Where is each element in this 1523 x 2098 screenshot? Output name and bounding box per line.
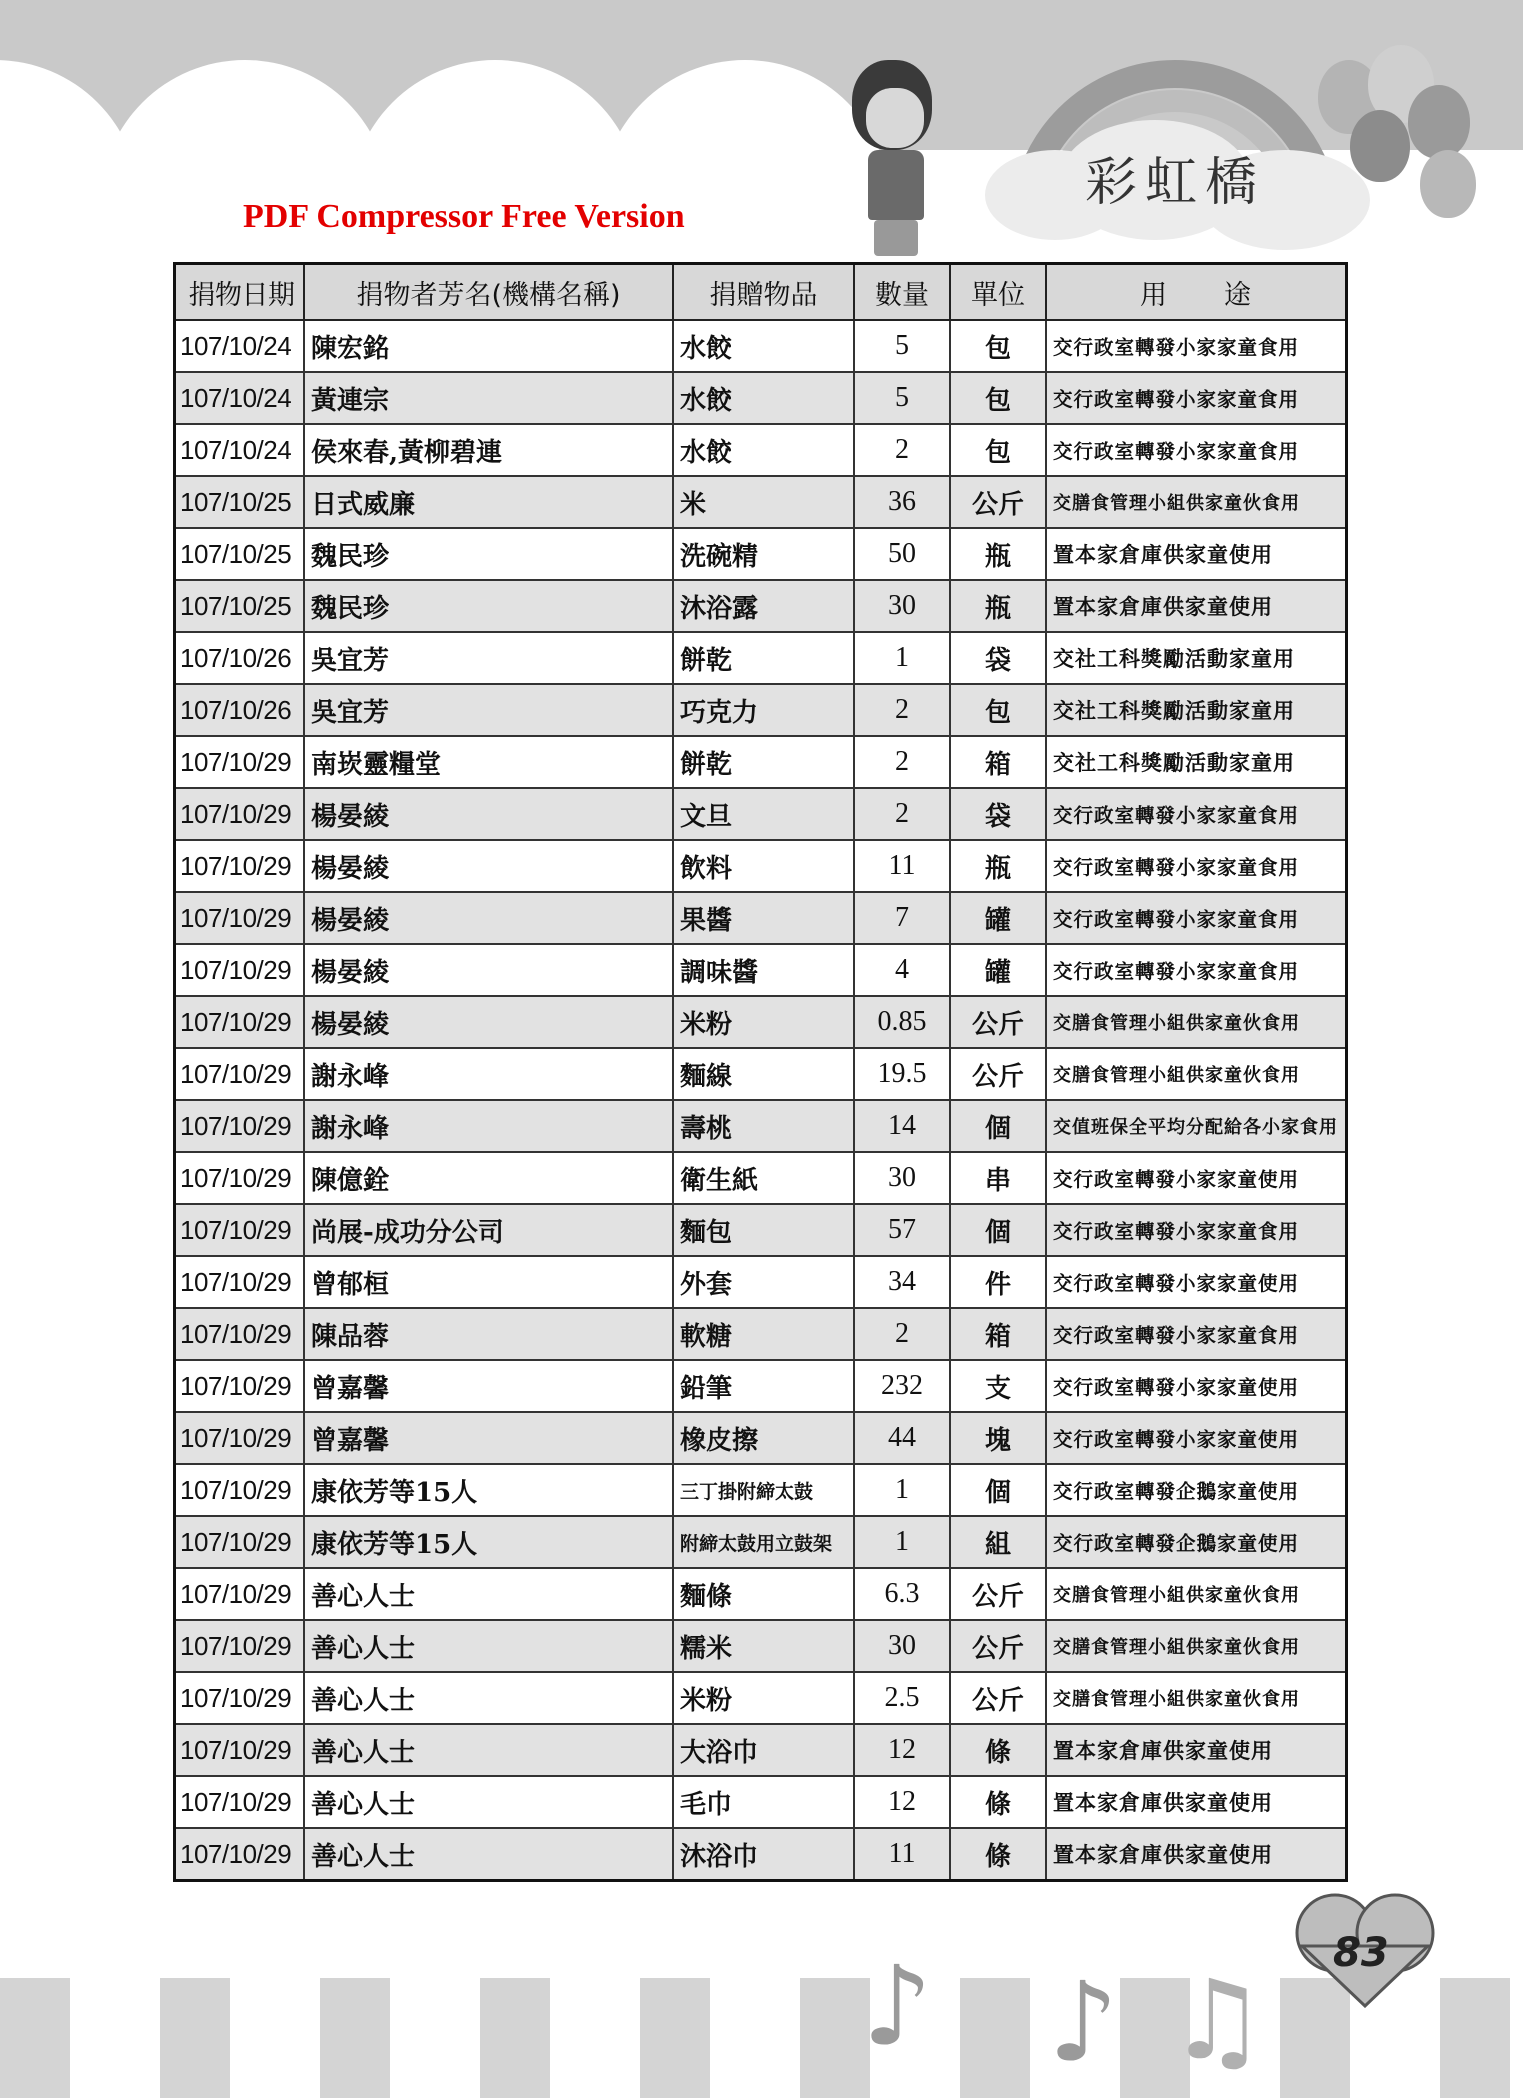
cell-purpose: 交膳食管理小組供家童伙食用 — [1046, 476, 1347, 528]
table-row — [175, 840, 1347, 892]
cell-purpose: 交行政室轉發小家家童食用 — [1046, 372, 1347, 424]
cell-item: 洗碗精 — [673, 528, 854, 580]
cell-unit: 袋 — [950, 632, 1046, 684]
cell-date: 107/10/29 — [175, 1256, 305, 1308]
cell-quantity: 2 — [854, 736, 950, 788]
cell-quantity: 1 — [854, 632, 950, 684]
cell-item: 米粉 — [673, 996, 854, 1048]
cell-date: 107/10/29 — [175, 1412, 305, 1464]
header-quantity: 數量 — [854, 264, 950, 321]
cell-quantity: 5 — [854, 372, 950, 424]
table-row — [175, 1100, 1347, 1152]
cell-quantity: 50 — [854, 528, 950, 580]
balloon-graphic — [1350, 110, 1410, 182]
cell-quantity: 2 — [854, 1308, 950, 1360]
cell-purpose: 交行政室轉發小家家童食用 — [1046, 788, 1347, 840]
cell-unit: 支 — [950, 1360, 1046, 1412]
cell-unit: 公斤 — [950, 1568, 1046, 1620]
cell-date: 107/10/29 — [175, 788, 305, 840]
table-row — [175, 476, 1347, 528]
cell-date: 107/10/26 — [175, 684, 305, 736]
cell-unit: 個 — [950, 1464, 1046, 1516]
cell-purpose: 交膳食管理小組供家童伙食用 — [1046, 1568, 1347, 1620]
cell-item: 外套 — [673, 1256, 854, 1308]
header-unit: 單位 — [950, 264, 1046, 321]
cell-quantity: 4 — [854, 944, 950, 996]
cell-date: 107/10/25 — [175, 528, 305, 580]
cell-date: 107/10/29 — [175, 1100, 305, 1152]
cell-purpose: 交膳食管理小組供家童伙食用 — [1046, 1620, 1347, 1672]
cell-purpose: 交行政室轉發小家家童使用 — [1046, 1152, 1347, 1204]
table-row — [175, 1308, 1347, 1360]
cell-date: 107/10/25 — [175, 580, 305, 632]
cell-date: 107/10/25 — [175, 476, 305, 528]
cell-item: 調味醬 — [673, 944, 854, 996]
cell-unit: 條 — [950, 1724, 1046, 1776]
cell-unit: 塊 — [950, 1412, 1046, 1464]
cell-donor: 善心人士 — [304, 1724, 673, 1776]
table-row — [175, 1620, 1347, 1672]
cell-date: 107/10/29 — [175, 1568, 305, 1620]
cell-item: 糯米 — [673, 1620, 854, 1672]
cell-donor: 善心人士 — [304, 1776, 673, 1828]
cell-item: 壽桃 — [673, 1100, 854, 1152]
cell-quantity: 12 — [854, 1724, 950, 1776]
cell-purpose: 交行政室轉發小家家童使用 — [1046, 1256, 1347, 1308]
cell-date: 107/10/29 — [175, 736, 305, 788]
cell-unit: 包 — [950, 320, 1046, 372]
cell-donor: 善心人士 — [304, 1620, 673, 1672]
cell-donor: 善心人士 — [304, 1568, 673, 1620]
cell-purpose: 交行政室轉發小家家童食用 — [1046, 892, 1347, 944]
table-header-row — [175, 264, 1347, 321]
cell-unit: 包 — [950, 372, 1046, 424]
cell-quantity: 12 — [854, 1776, 950, 1828]
cell-purpose: 交值班保全平均分配給各小家食用 — [1046, 1100, 1347, 1152]
cell-date: 107/10/29 — [175, 944, 305, 996]
table-row — [175, 1360, 1347, 1412]
cell-donor: 康依芳等15人 — [304, 1464, 673, 1516]
cell-quantity: 5 — [854, 320, 950, 372]
cell-purpose: 交行政室轉發小家家童食用 — [1046, 424, 1347, 476]
cell-purpose: 交行政室轉發小家家童食用 — [1046, 944, 1347, 996]
cell-item: 米粉 — [673, 1672, 854, 1724]
banner-title: 彩虹橋 — [1085, 153, 1266, 213]
table-row — [175, 528, 1347, 580]
table-row — [175, 1256, 1347, 1308]
watermark-text: PDF Compressor Free Version — [243, 198, 685, 235]
cell-date: 107/10/29 — [175, 1152, 305, 1204]
table-row — [175, 1724, 1347, 1776]
table-row — [175, 684, 1347, 736]
cell-purpose: 交行政室轉發小家家童食用 — [1046, 1308, 1347, 1360]
cell-purpose: 交行政室轉發小家家童使用 — [1046, 1360, 1347, 1412]
cell-unit: 罐 — [950, 944, 1046, 996]
table-row — [175, 996, 1347, 1048]
header-donor: 捐物者芳名(機構名稱) — [304, 264, 673, 321]
cell-item: 巧克力 — [673, 684, 854, 736]
cell-item: 米 — [673, 476, 854, 528]
table-row — [175, 1516, 1347, 1568]
cell-item: 文旦 — [673, 788, 854, 840]
table-row — [175, 1152, 1347, 1204]
cell-purpose: 交行政室轉發小家家童食用 — [1046, 1204, 1347, 1256]
cell-unit: 箱 — [950, 736, 1046, 788]
cell-donor: 謝永峰 — [304, 1048, 673, 1100]
cell-item: 麵條 — [673, 1568, 854, 1620]
table-row — [175, 1568, 1347, 1620]
cell-unit: 個 — [950, 1100, 1046, 1152]
cell-purpose: 交行政室轉發小家家童食用 — [1046, 320, 1347, 372]
donation-table — [173, 262, 1348, 1882]
cell-item: 沐浴露 — [673, 580, 854, 632]
cell-donor: 陳億銓 — [304, 1152, 673, 1204]
cell-quantity: 2.5 — [854, 1672, 950, 1724]
cell-date: 107/10/29 — [175, 1724, 305, 1776]
cell-unit: 瓶 — [950, 528, 1046, 580]
cell-donor: 曾郁桓 — [304, 1256, 673, 1308]
cell-item: 橡皮擦 — [673, 1412, 854, 1464]
cell-quantity: 6.3 — [854, 1568, 950, 1620]
cell-unit: 條 — [950, 1776, 1046, 1828]
table-row — [175, 1412, 1347, 1464]
table-row — [175, 1204, 1347, 1256]
cell-donor: 謝永峰 — [304, 1100, 673, 1152]
cell-unit: 串 — [950, 1152, 1046, 1204]
cell-date: 107/10/29 — [175, 1360, 305, 1412]
cell-purpose: 置本家倉庫供家童使用 — [1046, 1776, 1347, 1828]
cell-unit: 公斤 — [950, 476, 1046, 528]
cell-date: 107/10/29 — [175, 1672, 305, 1724]
cell-donor: 楊晏綾 — [304, 788, 673, 840]
cell-unit: 罐 — [950, 892, 1046, 944]
table-row — [175, 892, 1347, 944]
cell-date: 107/10/29 — [175, 1620, 305, 1672]
cell-purpose: 交膳食管理小組供家童伙食用 — [1046, 1048, 1347, 1100]
cell-purpose: 置本家倉庫供家童使用 — [1046, 528, 1347, 580]
cell-unit: 箱 — [950, 1308, 1046, 1360]
cell-purpose: 交行政室轉發企鵝家童使用 — [1046, 1516, 1347, 1568]
cell-quantity: 44 — [854, 1412, 950, 1464]
cell-item: 麵線 — [673, 1048, 854, 1100]
table-body — [175, 320, 1347, 1881]
cell-donor: 楊晏綾 — [304, 840, 673, 892]
cell-quantity: 2 — [854, 424, 950, 476]
cell-date: 107/10/29 — [175, 996, 305, 1048]
table-row — [175, 424, 1347, 476]
cell-date: 107/10/29 — [175, 1828, 305, 1881]
cell-item: 三丁掛附締太鼓 — [673, 1464, 854, 1516]
music-note-icon: ♪ — [862, 1942, 933, 2070]
cell-item: 沐浴巾 — [673, 1828, 854, 1881]
header-date: 捐物日期 — [175, 264, 305, 321]
cell-purpose: 置本家倉庫供家童使用 — [1046, 1724, 1347, 1776]
cell-unit: 組 — [950, 1516, 1046, 1568]
cell-quantity: 1 — [854, 1464, 950, 1516]
cell-date: 107/10/29 — [175, 1464, 305, 1516]
cell-donor: 善心人士 — [304, 1672, 673, 1724]
cell-item: 水餃 — [673, 372, 854, 424]
cell-purpose: 交社工科獎勵活動家童用 — [1046, 736, 1347, 788]
cell-purpose: 交膳食管理小組供家童伙食用 — [1046, 996, 1347, 1048]
cell-donor: 侯來春,黃柳碧連 — [304, 424, 673, 476]
cell-date: 107/10/29 — [175, 1204, 305, 1256]
cell-unit: 公斤 — [950, 1620, 1046, 1672]
cell-quantity: 34 — [854, 1256, 950, 1308]
cell-unit: 個 — [950, 1204, 1046, 1256]
cell-quantity: 7 — [854, 892, 950, 944]
table-row — [175, 1672, 1347, 1724]
cell-quantity: 30 — [854, 580, 950, 632]
cell-donor: 黃連宗 — [304, 372, 673, 424]
cell-unit: 條 — [950, 1828, 1046, 1881]
cell-purpose: 交社工科獎勵活動家童用 — [1046, 684, 1347, 736]
cell-date: 107/10/24 — [175, 320, 305, 372]
table-row — [175, 320, 1347, 372]
cell-donor: 吳宜芳 — [304, 632, 673, 684]
music-note-icon: ♫ — [1168, 1956, 1267, 2084]
cell-quantity: 2 — [854, 684, 950, 736]
cell-unit: 瓶 — [950, 840, 1046, 892]
cell-donor: 魏民珍 — [304, 580, 673, 632]
cell-donor: 楊晏綾 — [304, 944, 673, 996]
cell-purpose: 交行政室轉發小家家童使用 — [1046, 1412, 1347, 1464]
table-row — [175, 580, 1347, 632]
cell-date: 107/10/29 — [175, 1516, 305, 1568]
cell-purpose: 置本家倉庫供家童使用 — [1046, 1828, 1347, 1881]
cell-item: 鉛筆 — [673, 1360, 854, 1412]
cell-item: 麵包 — [673, 1204, 854, 1256]
cell-donor: 南崁靈糧堂 — [304, 736, 673, 788]
cell-donor: 尚展-成功分公司 — [304, 1204, 673, 1256]
cell-date: 107/10/24 — [175, 372, 305, 424]
cell-quantity: 1 — [854, 1516, 950, 1568]
table-row — [175, 1048, 1347, 1100]
cell-donor: 陳品蓉 — [304, 1308, 673, 1360]
cell-item: 水餃 — [673, 320, 854, 372]
cell-purpose: 交行政室轉發小家家童食用 — [1046, 840, 1347, 892]
cell-quantity: 36 — [854, 476, 950, 528]
cell-quantity: 232 — [854, 1360, 950, 1412]
cell-unit: 包 — [950, 424, 1046, 476]
cell-donor: 楊晏綾 — [304, 996, 673, 1048]
girl-body — [868, 150, 924, 220]
cell-item: 大浴巾 — [673, 1724, 854, 1776]
table-row — [175, 788, 1347, 840]
cell-item: 附締太鼓用立鼓架 — [673, 1516, 854, 1568]
cell-item: 飲料 — [673, 840, 854, 892]
cell-date: 107/10/29 — [175, 892, 305, 944]
cell-donor: 陳宏銘 — [304, 320, 673, 372]
balloon-graphic — [1408, 85, 1470, 159]
cell-purpose: 置本家倉庫供家童使用 — [1046, 580, 1347, 632]
cell-unit: 包 — [950, 684, 1046, 736]
cell-unit: 件 — [950, 1256, 1046, 1308]
page-number: 83 — [1333, 1930, 1389, 1976]
cell-purpose: 交膳食管理小組供家童伙食用 — [1046, 1672, 1347, 1724]
girl-face — [866, 88, 924, 148]
cell-unit: 公斤 — [950, 1048, 1046, 1100]
cell-purpose: 交行政室轉發企鵝家童使用 — [1046, 1464, 1347, 1516]
table-row — [175, 736, 1347, 788]
table-row — [175, 944, 1347, 996]
cell-date: 107/10/26 — [175, 632, 305, 684]
cell-quantity: 57 — [854, 1204, 950, 1256]
cell-item: 毛巾 — [673, 1776, 854, 1828]
cell-donor: 日式威廉 — [304, 476, 673, 528]
cell-quantity: 19.5 — [854, 1048, 950, 1100]
cell-date: 107/10/29 — [175, 1776, 305, 1828]
header-item: 捐贈物品 — [673, 264, 854, 321]
cell-donor: 曾嘉馨 — [304, 1412, 673, 1464]
cell-item: 餅乾 — [673, 632, 854, 684]
cell-date: 107/10/24 — [175, 424, 305, 476]
cell-item: 軟糖 — [673, 1308, 854, 1360]
music-note-icon: ♪ — [1048, 1958, 1119, 2086]
cell-donor: 吳宜芳 — [304, 684, 673, 736]
cell-item: 果醬 — [673, 892, 854, 944]
girl-legs — [874, 220, 918, 256]
cell-donor: 善心人士 — [304, 1828, 673, 1881]
cell-unit: 袋 — [950, 788, 1046, 840]
cell-donor: 曾嘉馨 — [304, 1360, 673, 1412]
cell-quantity: 11 — [854, 1828, 950, 1881]
cell-date: 107/10/29 — [175, 1308, 305, 1360]
cell-date: 107/10/29 — [175, 1048, 305, 1100]
table-row — [175, 372, 1347, 424]
cell-quantity: 30 — [854, 1620, 950, 1672]
cell-quantity: 14 — [854, 1100, 950, 1152]
table-row — [175, 632, 1347, 684]
cell-quantity: 11 — [854, 840, 950, 892]
cell-date: 107/10/29 — [175, 840, 305, 892]
table-row — [175, 1776, 1347, 1828]
cell-unit: 公斤 — [950, 996, 1046, 1048]
cell-purpose: 交社工科獎勵活動家童用 — [1046, 632, 1347, 684]
cell-item: 餅乾 — [673, 736, 854, 788]
cell-donor: 楊晏綾 — [304, 892, 673, 944]
table-row — [175, 1464, 1347, 1516]
cell-unit: 公斤 — [950, 1672, 1046, 1724]
cell-item: 衛生紙 — [673, 1152, 854, 1204]
cell-quantity: 0.85 — [854, 996, 950, 1048]
cell-quantity: 30 — [854, 1152, 950, 1204]
cell-donor: 魏民珍 — [304, 528, 673, 580]
cell-donor: 康依芳等15人 — [304, 1516, 673, 1568]
balloon-graphic — [1420, 150, 1476, 218]
cell-quantity: 2 — [854, 788, 950, 840]
header-purpose: 用 途 — [1046, 264, 1347, 321]
table-row — [175, 1828, 1347, 1881]
cell-item: 水餃 — [673, 424, 854, 476]
cell-unit: 瓶 — [950, 580, 1046, 632]
